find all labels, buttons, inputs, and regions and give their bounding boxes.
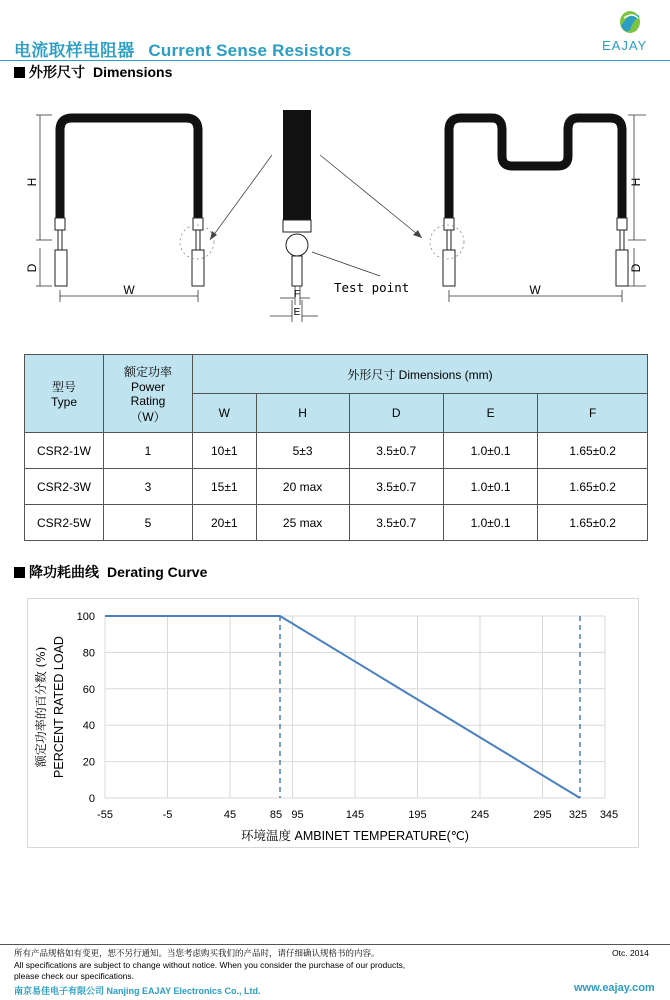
footer-note-en1: All specifications are subject to change without notice. When you consider the purchase of our products, [14,960,406,970]
x-tick-label: 345 [599,809,619,821]
cell-power: 3 [104,469,193,505]
table-row [25,433,648,469]
page-title [14,36,351,61]
resistor-right-drawing [430,115,646,302]
footer-note-cn: 所有产品规格如有变更，恕不另行通知。当您考虑购买我们的产品时，请仔细确认规格书的内容。 [14,948,380,958]
subcol-e: E [443,394,537,433]
footer-company: 南京易佳电子有限公司 Nanjing EAJAY Electronics Co., Ltd. [14,986,261,996]
table-row [25,505,648,541]
cell-w: 20±1 [193,505,257,541]
subcol-w: W [193,394,257,433]
col-dimensions-header: 外形尺寸 Dimensions (mm) [193,355,648,394]
cell-f: 1.65±0.2 [538,433,648,469]
square-bullet-icon [14,567,25,578]
title-en: Current Sense Resistors [148,41,352,60]
derating-chart [27,598,639,848]
cell-power: 5 [104,505,193,541]
subcol-h: H [256,394,349,433]
cell-w: 10±1 [193,433,257,469]
x-tick-label: 325 [568,809,588,821]
cell-d: 3.5±0.7 [349,469,443,505]
derating-heading-en: Derating Curve [107,564,208,580]
footer-url: www.eajay.com [574,982,655,994]
col-type-cn: 型号 [51,380,76,394]
col-power-header [104,355,193,433]
cell-f: 1.65±0.2 [538,469,648,505]
cell-w: 15±1 [193,469,257,505]
col-type-header [25,355,104,433]
cell-f: 1.65±0.2 [538,505,648,541]
label-w-left: W [123,283,135,297]
label-w-right: W [529,283,541,297]
footer-divider [0,944,670,945]
cell-e: 1.0±0.1 [443,469,537,505]
square-bullet-icon [14,67,25,78]
subcol-d: D [349,394,443,433]
y-tick-label: 40 [82,720,95,733]
cell-h: 5±3 [256,433,349,469]
cell-e: 1.0±0.1 [443,433,537,469]
label-d-right: D [629,263,643,273]
x-tick-label: 45 [223,809,237,821]
label-d-left: D [25,263,39,273]
col-power-unit: （W） [130,409,166,424]
y-tick-label: 100 [76,611,95,623]
logo-text: EAJAY [602,38,648,53]
label-f: F [293,289,301,300]
col-type-en: Type [50,395,77,409]
y-tick-label: 20 [82,756,95,769]
y-tick-label: 0 [88,793,95,805]
y-axis-label-cn: 额定功率的百分数 (%) [34,646,48,768]
x-tick-label: -55 [97,809,113,821]
cell-d: 3.5±0.7 [349,433,443,469]
label-e: E [293,307,301,318]
label-h-left: H [25,177,39,187]
x-tick-label: 145 [345,809,365,821]
col-power-en1: Power [130,379,165,394]
label-test-point: Test point [334,280,410,295]
label-h-right: H [629,177,643,187]
x-tick-label: 195 [408,809,427,821]
dimensions-table [24,354,648,541]
derating-heading-cn: 降功耗曲线 [29,564,99,580]
pointer-arrow-right-icon [413,230,422,238]
derating-heading [14,562,207,582]
dimensions-heading-en: Dimensions [93,64,173,80]
col-power-cn: 额定功率 [123,364,172,379]
cell-d: 3.5±0.7 [349,505,443,541]
x-axis-label: 环境温度 AMBINET TEMPERATURE(℃) [241,829,469,843]
cell-h: 25 max [256,505,349,541]
title-cn: 电流取样电阻器 [14,41,135,60]
y-axis-label-en: PERCENT RATED LOAD [52,636,66,778]
table-row [25,469,648,505]
header-divider [0,60,670,61]
dimensions-heading [14,62,172,82]
cell-type: CSR2-5W [25,505,104,541]
x-tick-label: 245 [470,809,490,821]
cell-type: CSR2-1W [25,433,104,469]
x-tick-label: 295 [533,809,552,821]
y-tick-label: 60 [82,683,95,696]
resistor-left-drawing [36,115,214,302]
dimensions-heading-cn: 外形尺寸 [29,64,85,80]
pointer-line-left [210,155,272,240]
x-tick-label: 85 [269,809,283,821]
dimension-drawing [0,100,670,330]
cell-type: CSR2-3W [25,469,104,505]
cell-h: 20 max [256,469,349,505]
x-tick-label: -5 [162,809,173,821]
y-tick-label: 80 [82,647,95,660]
cell-power: 1 [104,433,193,469]
col-power-en2: Rating [130,393,166,408]
cell-e: 1.0±0.1 [443,505,537,541]
footer-note-en2: please check our specifications. [14,971,135,981]
subcol-f: F [538,394,648,433]
footer-date: Otc. 2014 [612,948,649,958]
pointer-line-right [320,155,422,238]
x-tick-label: 95 [291,809,304,821]
